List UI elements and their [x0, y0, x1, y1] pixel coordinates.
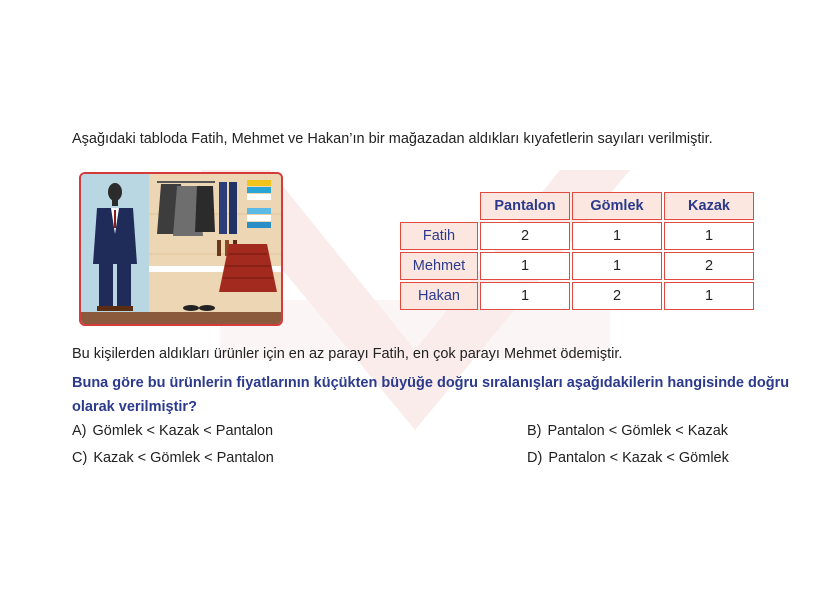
option-label: C) [72, 450, 88, 466]
table-cell: 2 [480, 222, 570, 250]
col-header: Kazak [664, 192, 754, 220]
intro-text: Aşağıdaki tabloda Fatih, Mehmet ve Hakan’ın bir mağazadan aldıkları kıyafetlerin sayıları verilmiştir. [72, 131, 713, 147]
table-cell: 2 [664, 252, 754, 280]
row-header: Fatih [400, 222, 478, 250]
option-a[interactable] [72, 423, 273, 439]
row-header: Hakan [400, 282, 478, 310]
col-header: Pantalon [480, 192, 570, 220]
option-c[interactable] [72, 450, 274, 466]
table-corner [400, 192, 478, 220]
table-cell: 1 [480, 282, 570, 310]
purchase-table [398, 190, 756, 312]
table-cell: 1 [572, 252, 662, 280]
statement-text: Bu kişilerden aldıkları ürünler için en az parayı Fatih, en çok parayı Mehmet ödemiştir. [72, 346, 623, 362]
table-row [400, 222, 754, 250]
table-cell: 1 [664, 282, 754, 310]
table-row [400, 282, 754, 310]
option-label: D) [527, 450, 543, 466]
table-cell: 2 [572, 282, 662, 310]
table-header-row [400, 192, 754, 220]
option-b[interactable] [527, 423, 728, 439]
option-text: Kazak < Gömlek < Pantalon [93, 450, 274, 466]
table-cell: 1 [480, 252, 570, 280]
question-text: Buna göre bu ürünlerin fiyatlarının küçükten büyüğe doğru sıralanışları aşağıdakilerin hangisinde doğru olarak verilmiştir? [72, 375, 790, 415]
clothing-store-illustration [81, 174, 281, 324]
row-header: Mehmet [400, 252, 478, 280]
clothing-store-image [79, 172, 283, 326]
table-cell: 1 [572, 222, 662, 250]
option-label: B) [527, 423, 542, 439]
option-label: A) [72, 423, 87, 439]
option-d[interactable] [527, 450, 729, 466]
table-cell: 1 [664, 222, 754, 250]
col-header: Gömlek [572, 192, 662, 220]
option-text: Pantalon < Kazak < Gömlek [548, 450, 729, 466]
table-row [400, 252, 754, 280]
option-text: Gömlek < Kazak < Pantalon [92, 423, 274, 439]
option-text: Pantalon < Gömlek < Kazak [547, 423, 729, 439]
